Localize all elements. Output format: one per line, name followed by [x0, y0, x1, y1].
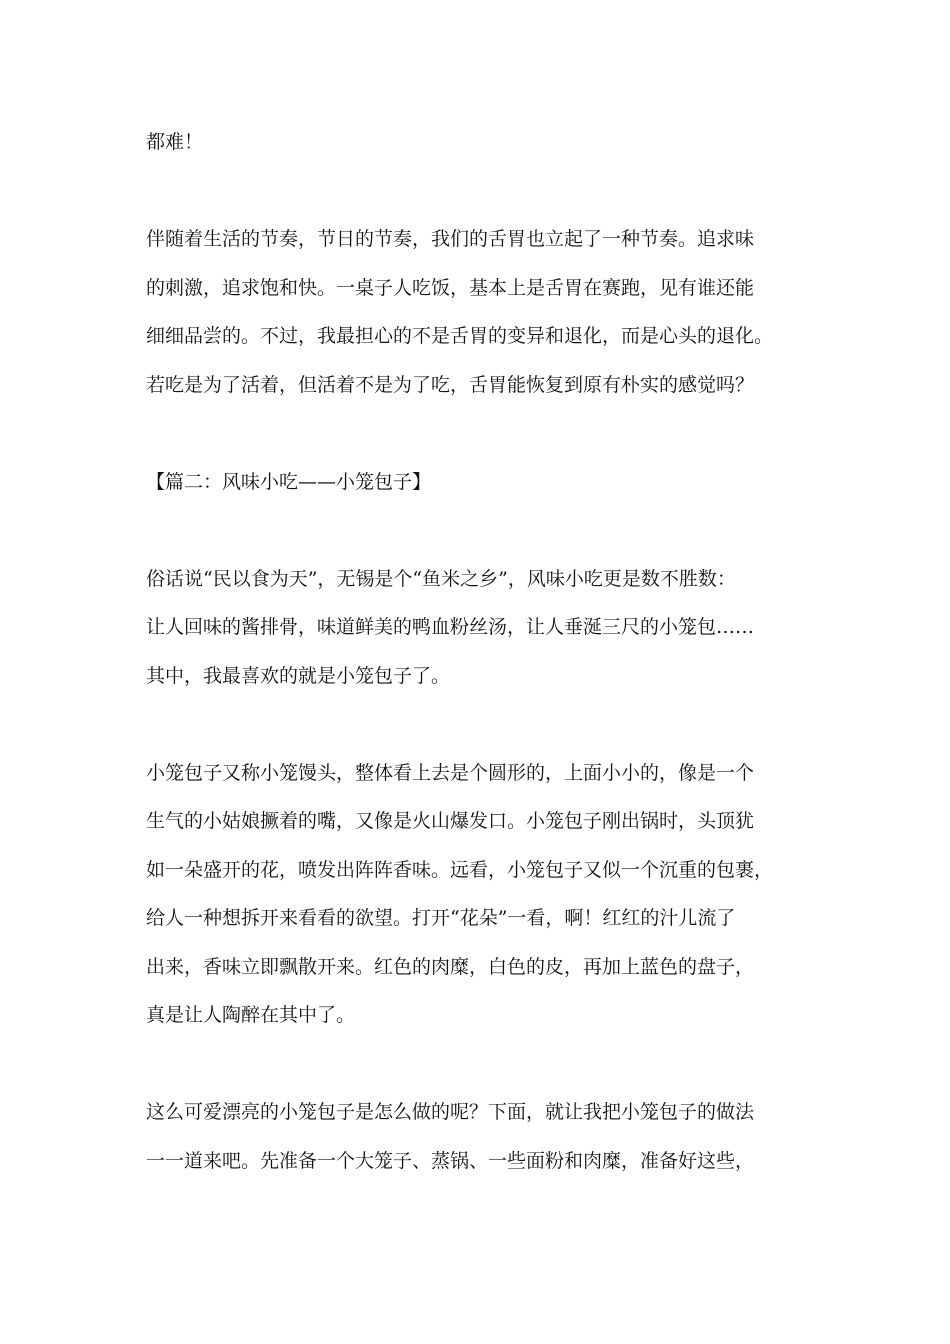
text-line: 细细品尝的。不过，我最担心的不是舌胃的变异和退化，而是心头的退化。 — [146, 325, 774, 347]
text-line: 如一朵盛开的花，喷发出阵阵香味。远看，小笼包子又似一个沉重的包裹， — [146, 858, 774, 881]
text-line: 让人回味的酱排骨，味道鲜美的鸭血粉丝汤，让人垂涎三尺的小笼包…… — [146, 616, 755, 638]
text-line: 其中，我最喜欢的就是小笼包子了。 — [146, 664, 451, 687]
text-line: 出来，香味立即飘散开来。红色的肉糜，白色的皮，再加上蓝色的盘子， — [146, 955, 755, 978]
text-line: 伴随着生活的节奏，节日的节奏，我们的舌胃也立起了一种节奏。追求味 — [146, 228, 755, 250]
paragraph-gap — [146, 506, 816, 555]
section-heading — [146, 458, 816, 507]
text-line: 生气的小姑娘撅着的嘴，又像是火山爆发口。小笼包子刚出锅时，头顶犹 — [146, 810, 755, 832]
paragraph-gap — [146, 700, 816, 749]
text-line: 的刺激，追求饱和快。一桌子人吃饭，基本上是舌胃在赛跑，见有谁还能 — [146, 276, 755, 299]
heading-line: 【篇二：风味小吃——小笼包子】 — [146, 470, 432, 493]
document-body — [146, 118, 816, 1185]
text-line: 给人一种想拆开来看看的欲望。打开“花朵”一看，啊！红红的汁儿流了 — [146, 907, 736, 929]
text-line: 一一道来吧。先准备一个大笼子、蒸锅、一些面粉和肉糜，准备好这些， — [146, 1149, 755, 1172]
paragraph-rhythm — [146, 215, 816, 409]
text-line: 都难！ — [146, 131, 204, 153]
paragraph-intro — [146, 555, 816, 701]
paragraph-gap — [146, 409, 816, 458]
text-line: 这么可爱漂亮的小笼包子是怎么做的呢？下面，就让我把小笼包子的做法 — [146, 1101, 755, 1123]
paragraph-ending — [146, 118, 816, 167]
text-line: 俗话说“民以食为天”，无锡是个“鱼米之乡”，风味小吃更是数不胜数： — [146, 567, 736, 590]
text-line: 小笼包子又称小笼馒头，整体看上去是个圆形的，上面小小的，像是一个 — [146, 761, 755, 784]
paragraph-recipe — [146, 1088, 816, 1185]
text-line: 若吃是为了活着，但活着不是为了吃，舌胃能恢复到原有朴实的感觉吗？ — [146, 373, 755, 396]
text-line: 真是让人陶醉在其中了。 — [146, 1004, 356, 1026]
paragraph-description — [146, 749, 816, 1040]
paragraph-gap — [146, 1040, 816, 1089]
paragraph-gap — [146, 167, 816, 216]
